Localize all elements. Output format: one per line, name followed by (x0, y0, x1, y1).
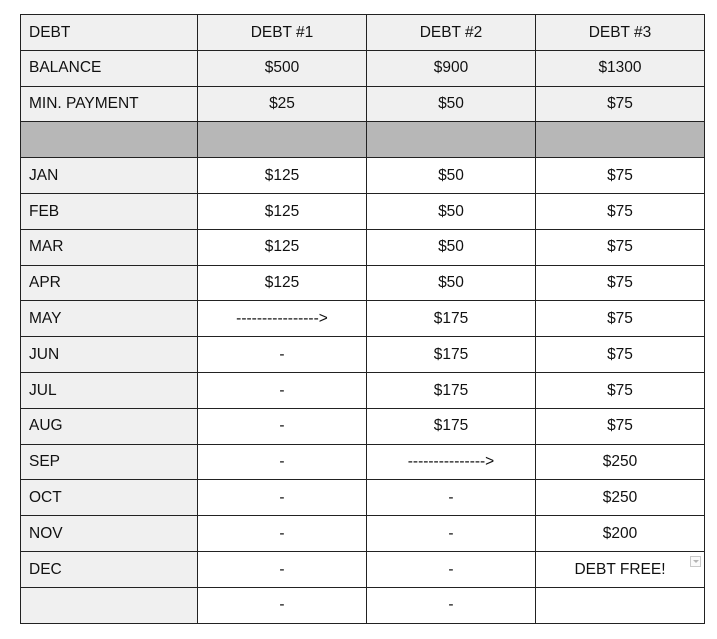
month-label-cell[interactable] (21, 587, 198, 623)
payment-debt-1-cell[interactable] (198, 516, 367, 552)
min-payment-debt-3-cell[interactable]: $75 (536, 86, 705, 122)
payment-debt-2-cell[interactable] (367, 444, 536, 480)
payment-debt-2-cell[interactable] (367, 301, 536, 337)
month-label-cell[interactable]: OCT (21, 480, 198, 516)
payment-debt-3-cell[interactable] (536, 301, 705, 337)
payment-debt-3-cell[interactable] (536, 551, 705, 587)
month-row (21, 587, 705, 623)
cell-value: $50 (438, 166, 464, 184)
month-row (21, 480, 705, 516)
month-row (21, 158, 705, 194)
cell-value: $175 (433, 345, 469, 363)
payment-debt-3-cell[interactable] (536, 158, 705, 194)
payment-debt-1-cell[interactable] (198, 265, 367, 301)
month-label-cell[interactable]: JUN (21, 337, 198, 373)
cell-value: $175 (433, 310, 469, 328)
cell-value: $75 (607, 238, 633, 256)
cell-value: - (279, 453, 285, 471)
payment-debt-3-cell[interactable] (536, 516, 705, 552)
cell-value: $75 (607, 417, 633, 435)
cell-value: - (448, 524, 454, 542)
payment-debt-2-cell[interactable] (367, 265, 536, 301)
payment-debt-2-cell[interactable] (367, 551, 536, 587)
payment-debt-1-cell[interactable] (198, 158, 367, 194)
cell-value: ----------------> (236, 310, 328, 328)
month-label-cell[interactable]: DEC (21, 551, 198, 587)
cell-value: $50 (438, 202, 464, 220)
month-label-cell[interactable]: APR (21, 265, 198, 301)
payment-debt-1-cell[interactable] (198, 480, 367, 516)
month-row (21, 372, 705, 408)
month-row (21, 265, 705, 301)
payment-debt-3-cell[interactable] (536, 587, 705, 623)
cell-value: $125 (264, 238, 300, 256)
payment-debt-2-cell[interactable] (367, 480, 536, 516)
month-label-cell[interactable]: FEB (21, 193, 198, 229)
payment-debt-2-cell[interactable] (367, 587, 536, 623)
cell-value: - (279, 560, 285, 578)
cell-value: $50 (438, 238, 464, 256)
payment-debt-2-cell[interactable] (367, 193, 536, 229)
balance-debt-2-cell[interactable]: $900 (367, 50, 536, 86)
cell-value: $175 (433, 417, 469, 435)
month-label-cell[interactable]: SEP (21, 444, 198, 480)
cell-value: - (279, 524, 285, 542)
month-label-cell[interactable]: NOV (21, 516, 198, 552)
cell-value: - (279, 489, 285, 506)
cell-value: $75 (607, 345, 633, 363)
cell-value: $75 (607, 166, 633, 184)
cell-value: $125 (264, 166, 300, 184)
separator-cell[interactable] (198, 122, 367, 158)
header-row (21, 15, 705, 51)
cell-value: DEBT FREE! (574, 560, 666, 578)
month-label-cell[interactable]: AUG (21, 408, 198, 444)
payment-debt-1-cell[interactable] (198, 551, 367, 587)
month-label-cell[interactable]: JUL (21, 372, 198, 408)
payment-debt-2-cell[interactable] (367, 408, 536, 444)
payment-debt-1-cell[interactable] (198, 193, 367, 229)
debt-snowball-table (20, 14, 705, 624)
payment-debt-1-cell[interactable] (198, 444, 367, 480)
payment-debt-3-cell[interactable] (536, 265, 705, 301)
header-debt-1-cell[interactable]: DEBT #1 (198, 15, 367, 51)
cell-value: $75 (607, 381, 633, 399)
month-row (21, 229, 705, 265)
cell-value: $250 (602, 489, 638, 506)
balance-label-cell[interactable]: BALANCE (21, 50, 198, 86)
payment-debt-2-cell[interactable] (367, 229, 536, 265)
cell-value: $125 (264, 274, 300, 292)
month-row (21, 193, 705, 229)
cell-value: $50 (438, 274, 464, 292)
payment-debt-1-cell[interactable] (198, 587, 367, 623)
balance-row (21, 50, 705, 86)
cell-value: - (279, 417, 285, 435)
cell-value: - (448, 489, 454, 506)
separator-row (21, 122, 705, 158)
min-payment-label-cell[interactable]: MIN. PAYMENT (21, 86, 198, 122)
balance-debt-1-cell[interactable]: $500 (198, 50, 367, 86)
cell-value: $75 (607, 310, 633, 328)
payment-debt-2-cell[interactable] (367, 337, 536, 373)
month-row (21, 408, 705, 444)
month-label-cell[interactable]: MAR (21, 229, 198, 265)
balance-debt-3-cell[interactable]: $1300 (536, 50, 705, 86)
payment-debt-2-cell[interactable] (367, 516, 536, 552)
month-row (21, 444, 705, 480)
payment-debt-3-cell[interactable] (536, 193, 705, 229)
month-label-cell[interactable]: JAN (21, 158, 198, 194)
header-debt-3-cell[interactable]: DEBT #3 (536, 15, 705, 51)
month-row (21, 551, 705, 587)
payment-debt-1-cell[interactable] (198, 337, 367, 373)
cell-value: $200 (602, 524, 638, 542)
payment-debt-2-cell[interactable] (367, 158, 536, 194)
month-row (21, 516, 705, 552)
cell-value: $75 (607, 202, 633, 220)
payment-debt-2-cell[interactable] (367, 372, 536, 408)
cell-value: - (279, 381, 285, 399)
separator-cell[interactable] (367, 122, 536, 158)
header-label-cell[interactable]: DEBT (21, 15, 198, 51)
separator-cell[interactable] (21, 122, 198, 158)
month-row (21, 337, 705, 373)
month-label-cell[interactable]: MAY (21, 301, 198, 337)
separator-cell[interactable] (536, 122, 705, 158)
min-payment-row (21, 86, 705, 122)
payment-debt-3-cell[interactable] (536, 372, 705, 408)
header-debt-2-cell[interactable]: DEBT #2 (367, 15, 536, 51)
min-payment-debt-2-cell[interactable]: $50 (367, 86, 536, 122)
cell-value: ---------------> (407, 453, 495, 471)
payment-debt-1-cell[interactable] (198, 408, 367, 444)
cell-value: $250 (602, 453, 638, 471)
payment-debt-3-cell[interactable] (536, 408, 705, 444)
payment-debt-3-cell[interactable] (536, 444, 705, 480)
month-row (21, 301, 705, 337)
cell-value: - (448, 560, 454, 578)
payment-debt-3-cell[interactable] (536, 229, 705, 265)
payment-debt-3-cell[interactable] (536, 480, 705, 516)
cell-value: $175 (433, 381, 469, 399)
payment-debt-1-cell[interactable] (198, 301, 367, 337)
min-payment-debt-1-cell[interactable]: $25 (198, 86, 367, 122)
payment-debt-3-cell[interactable] (536, 337, 705, 373)
cell-value: $75 (607, 274, 633, 292)
payment-debt-1-cell[interactable] (198, 372, 367, 408)
cell-value: - (279, 345, 285, 363)
payment-debt-1-cell[interactable] (198, 229, 367, 265)
cell-value: - (279, 596, 285, 614)
cell-value: - (448, 596, 454, 614)
cell-value: $125 (264, 202, 300, 220)
dropdown-arrow-icon[interactable] (690, 556, 701, 567)
